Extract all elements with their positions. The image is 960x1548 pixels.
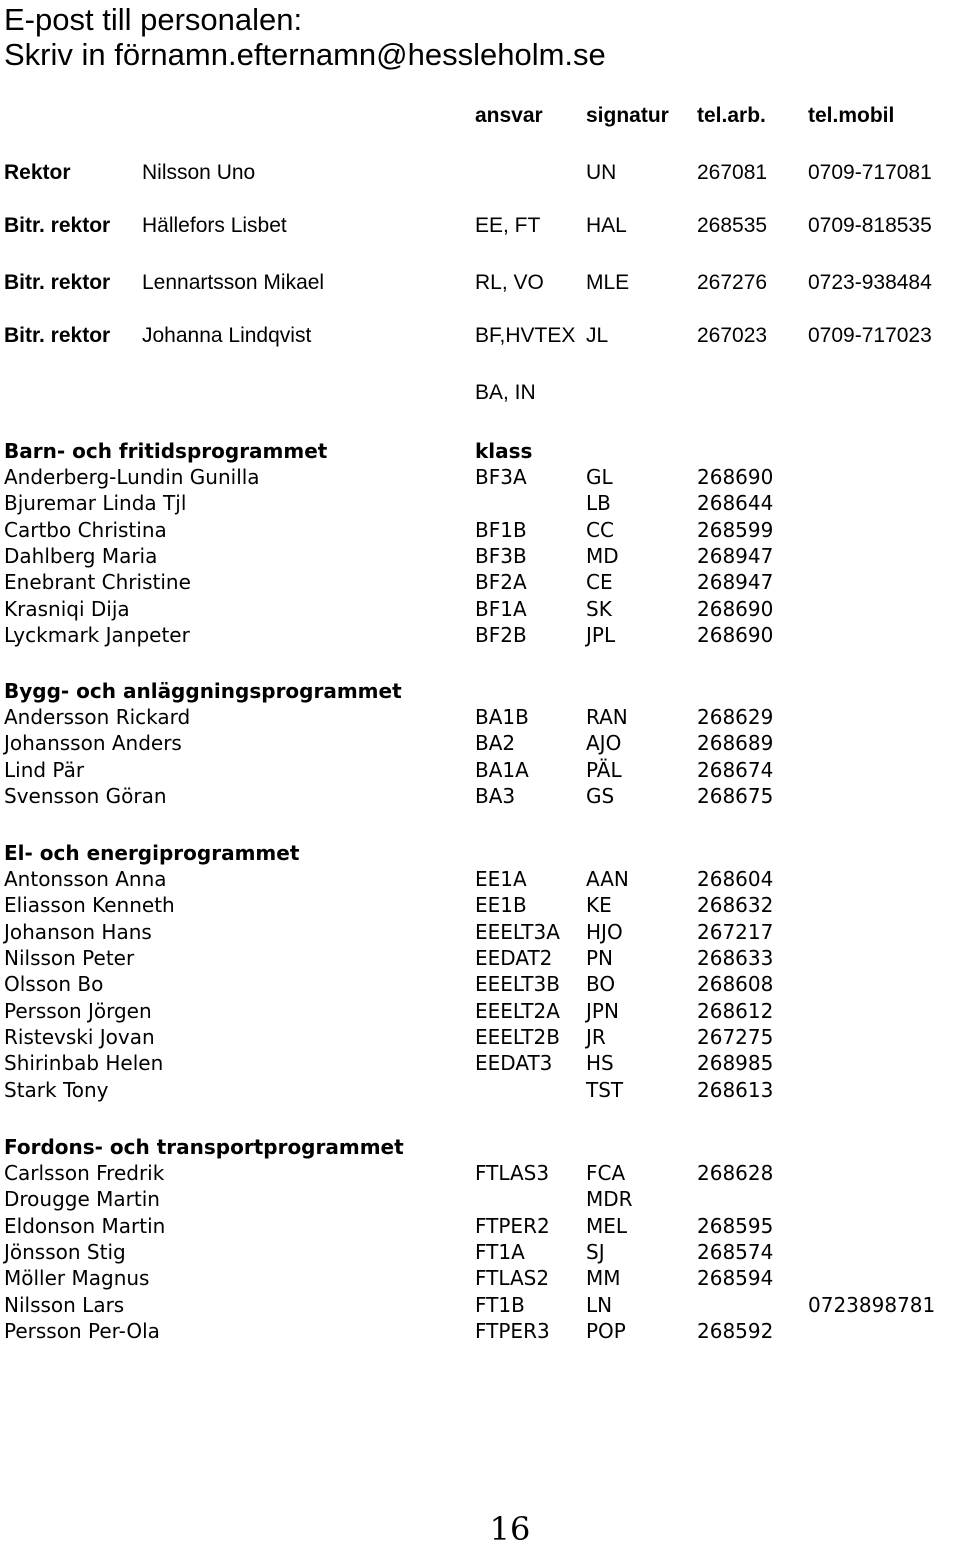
staff-tel-arb: 268595	[697, 1213, 774, 1238]
staff-tel-arb: 268947	[697, 543, 774, 568]
staff-name: Dahlberg Maria	[4, 543, 158, 568]
staff-signatur: BO	[586, 972, 616, 997]
staff-row	[0, 783, 960, 809]
staff-signatur: MD	[586, 543, 619, 568]
staff-row	[0, 1318, 960, 1344]
staff-row	[0, 1186, 960, 1212]
staff-tel-arb: 268629	[697, 705, 774, 729]
staff-row	[0, 1050, 960, 1076]
staff-name: Anderberg-Lundin Gunilla	[4, 465, 260, 489]
program-section	[0, 840, 960, 1103]
staff-row	[0, 596, 960, 622]
staff-name: Johanson Hans	[4, 919, 152, 944]
staff-klass: BA1B	[475, 705, 529, 729]
staff-row	[0, 490, 960, 516]
staff-klass: FTLAS2	[475, 1266, 550, 1291]
staff-row	[0, 1292, 960, 1318]
staff-tel-arb: 267275	[697, 1024, 774, 1049]
section-title: Barn- och fritidsprogrammet	[4, 439, 328, 463]
staff-signatur: JPL	[586, 622, 616, 647]
header-tel-mobil: tel.mobil	[808, 104, 895, 127]
staff-row	[0, 1077, 960, 1103]
staff-row	[0, 1265, 960, 1291]
klass-header: klass	[475, 439, 533, 463]
section-header-row	[0, 1134, 960, 1160]
staff-name: Lind Pär	[4, 757, 85, 782]
staff-name: Persson Jörgen	[4, 998, 152, 1023]
leader-title: Bitr. rektor	[4, 214, 111, 237]
staff-signatur: TST	[586, 1077, 624, 1102]
leadership-row	[0, 324, 960, 352]
staff-tel-arb: 268592	[697, 1318, 774, 1343]
staff-row	[0, 569, 960, 595]
staff-row	[0, 919, 960, 945]
staff-tel-arb: 268604	[697, 867, 774, 891]
staff-klass: FTPER2	[475, 1213, 550, 1238]
staff-name: Stark Tony	[4, 1077, 109, 1102]
staff-row	[0, 945, 960, 971]
staff-row	[0, 704, 960, 730]
program-section	[0, 678, 960, 809]
staff-signatur: SK	[586, 596, 612, 621]
staff-signatur: RAN	[586, 705, 628, 729]
staff-signatur: MM	[586, 1266, 621, 1291]
staff-row	[0, 866, 960, 892]
staff-name: Eliasson Kenneth	[4, 893, 175, 918]
staff-name: Drougge Martin	[4, 1187, 160, 1212]
staff-name: Nilsson Peter	[4, 945, 135, 970]
staff-signatur: CE	[586, 570, 613, 595]
leader-name: Johanna Lindqvist	[142, 324, 312, 347]
staff-name: Krasniqi Dija	[4, 596, 130, 621]
staff-name: Möller Magnus	[4, 1266, 150, 1291]
staff-klass: BF3B	[475, 543, 527, 568]
header-tel-arb: tel.arb.	[697, 104, 766, 127]
leader-tel-mobil: 0723-938484	[808, 271, 932, 294]
leader-name: Nilsson Uno	[142, 161, 256, 184]
staff-klass: EEDAT3	[475, 1051, 553, 1076]
staff-klass: FT1A	[475, 1239, 525, 1264]
leader-title: Bitr. rektor	[4, 271, 111, 294]
header-signatur: signatur	[586, 104, 669, 127]
leader-name: Hällefors Lisbet	[142, 214, 287, 237]
staff-tel-arb: 268594	[697, 1266, 774, 1291]
staff-klass: BF2B	[475, 622, 527, 647]
staff-signatur: POP	[586, 1318, 626, 1343]
staff-tel-arb: 268947	[697, 570, 774, 595]
staff-name: Andersson Rickard	[4, 705, 191, 729]
leader-title: Rektor	[4, 161, 71, 184]
staff-signatur: PÄL	[586, 757, 622, 782]
staff-klass: EEELT2A	[475, 998, 560, 1023]
staff-row	[0, 622, 960, 648]
staff-signatur: MDR	[586, 1187, 633, 1212]
staff-klass: FTLAS3	[475, 1161, 550, 1185]
staff-tel-arb: 268690	[697, 622, 774, 647]
staff-signatur: KE	[586, 893, 612, 918]
program-section	[0, 1134, 960, 1344]
staff-klass: EEDAT2	[475, 945, 553, 970]
staff-signatur: AJO	[586, 731, 622, 756]
staff-klass: FTPER3	[475, 1318, 550, 1343]
staff-klass: BA2	[475, 731, 516, 756]
section-header-row	[0, 438, 960, 464]
staff-signatur: GL	[586, 465, 613, 489]
leader-tel-arb: 268535	[697, 214, 768, 237]
staff-klass: BF2A	[475, 570, 527, 595]
leader-ansvar: BF,HVTEX	[475, 324, 576, 347]
staff-tel-arb: 268628	[697, 1161, 774, 1185]
staff-tel-mobil: 0723898781	[808, 1292, 936, 1317]
staff-name: Bjuremar Linda Tjl	[4, 491, 187, 516]
staff-name: Nilsson Lars	[4, 1292, 125, 1317]
staff-tel-arb: 268599	[697, 517, 774, 542]
staff-name: Lyckmark Janpeter	[4, 622, 190, 647]
staff-row	[0, 1239, 960, 1265]
staff-name: Johansson Anders	[4, 731, 182, 756]
staff-signatur: JR	[586, 1024, 606, 1049]
staff-signatur: GS	[586, 783, 615, 808]
leader-tel-mobil: 0709-717023	[808, 324, 932, 347]
leadership-row	[0, 214, 960, 242]
staff-signatur: HJO	[586, 919, 623, 944]
intro-text	[4, 2, 606, 72]
staff-klass: FT1B	[475, 1292, 525, 1317]
leader-ansvar: EE, FT	[475, 214, 541, 237]
staff-name: Persson Per-Ola	[4, 1318, 160, 1343]
staff-tel-arb: 268690	[697, 596, 774, 621]
staff-tel-arb: 268632	[697, 893, 774, 918]
staff-name: Olsson Bo	[4, 972, 104, 997]
staff-name: Cartbo Christina	[4, 517, 167, 542]
intro-line-1: E-post till personalen:	[4, 2, 303, 37]
staff-row	[0, 1213, 960, 1239]
staff-klass: EEELT3B	[475, 972, 560, 997]
staff-signatur: SJ	[586, 1239, 605, 1264]
staff-signatur: FCA	[586, 1161, 626, 1185]
staff-tel-arb: 267217	[697, 919, 774, 944]
staff-row	[0, 464, 960, 490]
staff-signatur: HS	[586, 1051, 614, 1076]
leader-tel-arb: 267081	[697, 161, 768, 184]
staff-row	[0, 998, 960, 1024]
staff-row	[0, 892, 960, 918]
section-title: Bygg- och anläggningsprogrammet	[4, 679, 402, 703]
staff-row	[0, 543, 960, 569]
staff-klass: BA3	[475, 783, 516, 808]
leadership-header-row	[0, 104, 960, 132]
leader-tel-mobil: 0709-717081	[808, 161, 932, 184]
staff-signatur: CC	[586, 517, 614, 542]
staff-klass: EEELT3A	[475, 919, 560, 944]
staff-tel-arb: 268690	[697, 465, 774, 489]
section-title: El- och energiprogrammet	[4, 841, 300, 865]
staff-tel-arb: 268608	[697, 972, 774, 997]
staff-tel-arb: 268689	[697, 731, 774, 756]
intro-line-2: Skriv in förnamn.efternamn@hessleholm.se	[4, 37, 606, 72]
staff-tel-arb: 268674	[697, 757, 774, 782]
staff-signatur: AAN	[586, 867, 629, 891]
section-header-row	[0, 840, 960, 866]
staff-name: Shirinbab Helen	[4, 1051, 164, 1076]
staff-klass: EE1A	[475, 867, 527, 891]
leadership-extra-row	[0, 381, 960, 409]
staff-tel-arb: 268612	[697, 998, 774, 1023]
staff-tel-arb: 268633	[697, 945, 774, 970]
staff-signatur: LN	[586, 1292, 613, 1317]
staff-signatur: LB	[586, 491, 611, 516]
staff-row	[0, 730, 960, 756]
leadership-row	[0, 161, 960, 189]
leader-title: Bitr. rektor	[4, 324, 111, 347]
section-header-row	[0, 678, 960, 704]
staff-tel-arb: 268644	[697, 491, 774, 516]
staff-name: Svensson Göran	[4, 783, 167, 808]
staff-signatur: MEL	[586, 1213, 628, 1238]
staff-row	[0, 517, 960, 543]
staff-row	[0, 757, 960, 783]
program-section	[0, 438, 960, 648]
staff-klass: BF3A	[475, 465, 527, 489]
leader-tel-arb: 267023	[697, 324, 768, 347]
staff-klass: BA1A	[475, 757, 529, 782]
staff-tel-arb: 268985	[697, 1051, 774, 1076]
leader-ansvar: RL, VO	[475, 271, 544, 294]
page-number: 16	[489, 1510, 531, 1548]
staff-signatur: JPN	[586, 998, 619, 1023]
staff-klass: EEELT2B	[475, 1024, 560, 1049]
staff-name: Antonsson Anna	[4, 867, 167, 891]
leader-signatur: UN	[586, 161, 617, 184]
staff-name: Jönsson Stig	[4, 1239, 126, 1264]
leader-signatur: HAL	[586, 214, 627, 237]
staff-name: Enebrant Christine	[4, 570, 191, 595]
leader-signatur: MLE	[586, 271, 630, 294]
staff-tel-arb: 268675	[697, 783, 774, 808]
leadership-row	[0, 271, 960, 299]
leader-tel-mobil: 0709-818535	[808, 214, 932, 237]
leader-signatur: JL	[586, 324, 609, 347]
leader-name: Lennartsson Mikael	[142, 271, 325, 294]
staff-name: Ristevski Jovan	[4, 1024, 155, 1049]
staff-signatur: PN	[586, 945, 614, 970]
header-ansvar: ansvar	[475, 104, 543, 127]
staff-row	[0, 1160, 960, 1186]
staff-row	[0, 1024, 960, 1050]
leader-tel-arb: 267276	[697, 271, 768, 294]
staff-row	[0, 971, 960, 997]
leader-ansvar-extra: BA, IN	[475, 381, 536, 404]
staff-name: Carlsson Fredrik	[4, 1161, 165, 1185]
staff-klass: BF1B	[475, 517, 527, 542]
staff-klass: EE1B	[475, 893, 527, 918]
section-title: Fordons- och transportprogrammet	[4, 1135, 404, 1159]
staff-name: Eldonson Martin	[4, 1213, 166, 1238]
staff-tel-arb: 268574	[697, 1239, 774, 1264]
staff-tel-arb: 268613	[697, 1077, 774, 1102]
staff-klass: BF1A	[475, 596, 527, 621]
